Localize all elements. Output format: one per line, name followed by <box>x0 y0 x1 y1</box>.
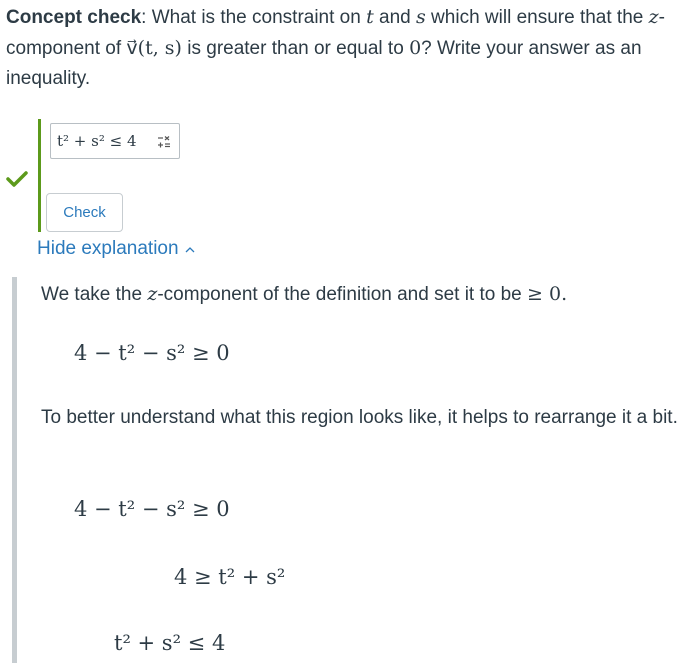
explanation-bar <box>12 277 17 663</box>
answer-correct-bar <box>38 119 41 232</box>
correct-check-icon <box>6 170 28 188</box>
math-keyboard-icon[interactable] <box>157 136 171 148</box>
equation-1: 4 − t² − s² ≥ 0 <box>74 341 230 365</box>
hide-explanation-label: Hide explanation <box>37 238 179 259</box>
explanation-paragraph-2: To better understand what this region looks like, it helps to rearrange it a bit. <box>41 407 678 428</box>
explanation-paragraph-1: We take the z-component of the definition and set it to be ≥ 0. <box>41 283 568 305</box>
answer-math-input[interactable] <box>50 123 180 159</box>
answer-input-value: t² + s² ≤ 4 <box>57 132 137 150</box>
hide-explanation-link[interactable] <box>37 238 195 260</box>
question-text: Concept check: What is the constraint on t and s which will ensure that the z-component of v⃗(t, s) is greater than or equal to 0? Write your answer as an inequality. <box>6 6 665 89</box>
concept-check-label: Concept check <box>6 7 142 28</box>
equation-2: 4 − t² − s² ≥ 0 <box>74 497 230 521</box>
equation-4: t² + s² ≤ 4 <box>114 631 226 655</box>
chevron-up-icon <box>185 246 195 253</box>
check-button[interactable]: Check <box>46 193 123 232</box>
equation-3: 4 ≥ t² + s² <box>174 565 286 589</box>
